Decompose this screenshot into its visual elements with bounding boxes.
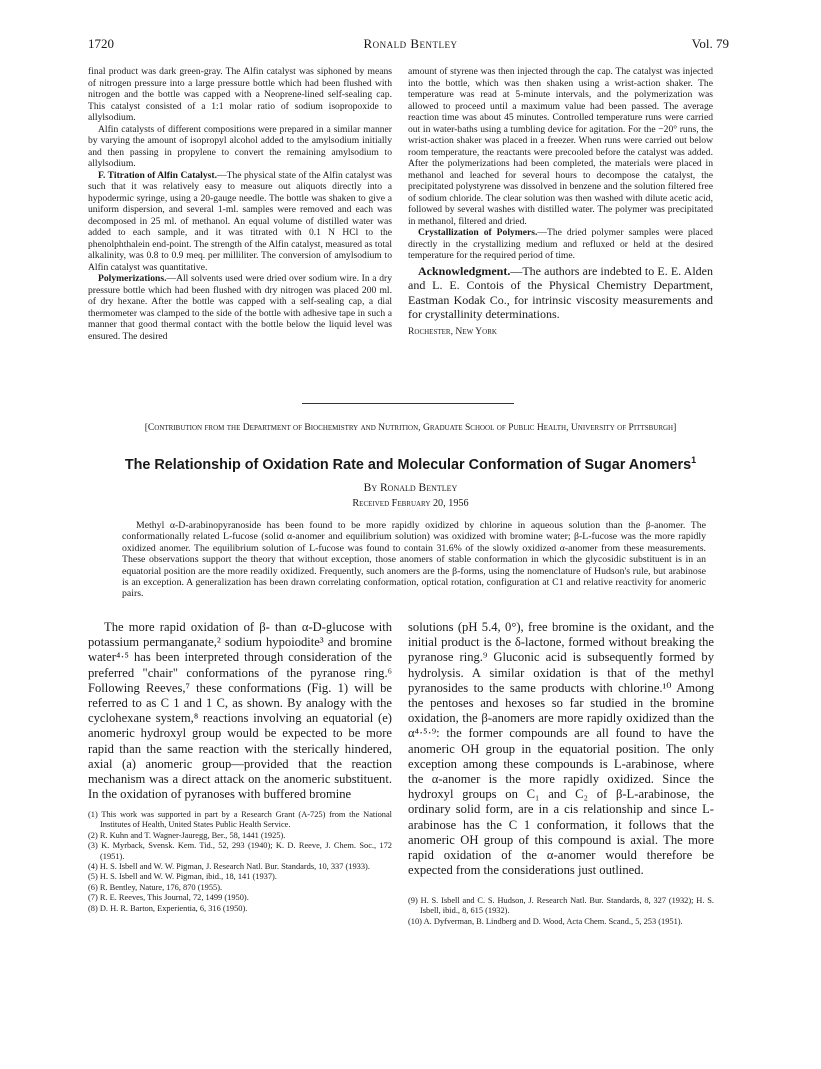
paragraph: [88, 273, 392, 342]
article-title-text: The Relationship of Oxidation Rate and Molecular Conformation of Sugar Anomers: [124, 456, 692, 473]
footnote: (2) R. Kuhn and T. Wagner-Jauregg, Ber., 58, 1441 (1925).: [88, 830, 286, 840]
paragraph: [408, 227, 713, 262]
volume: Vol. 79: [691, 36, 729, 51]
paragraph-text: —The physical state of the Alfin catalyst was such that it was relatively easy to measure out aliquots directly into a hypodermic syringe, using a 20-gauge needle. The bottle was shaken to give a uniform dispersion, and several 1-ml. samples were removed and each was decomposed in 25 ml. of methanol. An equal volume of distilled water was added to each sample, and it was titrated with 0.1 N HCl to the phenolphthalein end-point. The strength of the Alfin catalyst, measured as total alkalinity, was 0.8 to 0.9 meq. per milliliter. The conversion of amylsodium to Alfin catalyst was quantitative.: [88, 169, 392, 273]
footnotes-right: [408, 896, 714, 927]
body-paragraph: solutions (pH 5.4, 0°), free bromine is the oxidant, and the initial product is the δ-lactone, formed without breaking the pyranose ring.⁹ Gluconic acid is subsequently formed by hydrolysis. A similar oxidation is that of the methyl pyranosides to the same products with chlorine.¹⁰ Among the pentoses and hexoses so far studied in the bromine oxidation, the β-anomers are more rapidly oxidized than the α⁴·⁵·⁹: the former compounds are all found to have the anomeric OH group in the equatorial position. The only exception among these compounds is L-arabinose, where the α-anomer is the more rapidly oxidized. Since the hydroxyl groups on C₁ and C₂ of β-L-arabinose, the ordinary solid form, are in a cis relationship and since L-arabinose has the C 1 conformation, it follows that the anomeric OH group of this compound is axial. The more rapid oxidation of the α-anomer would therefore be expected from the considerations just outlined.: [408, 620, 714, 878]
section-heading: Polymerizations.: [98, 273, 167, 284]
footnote: (5) H. S. Isbell and W. W. Pigman, ibid., 18, 141 (1937).: [88, 872, 277, 882]
footnote: (7) R. E. Reeves, This Journal, 72, 1499 (1950).: [88, 893, 249, 903]
section-heading: Acknowledgment.: [418, 263, 511, 278]
article-title: [40, 455, 781, 473]
page-number: 1720: [88, 36, 114, 51]
body-left-column: [88, 620, 392, 802]
body-right-column: [408, 620, 714, 878]
paragraph: final product was dark green-gray. The Alfin catalyst was siphoned by means of nitrogen pressure into a large pressure bottle which had been flushed with nitrogen and the bottle was capped with a Neoprene-lined self-sealing cap. This catalyst consisted of a 1:1 molar ratio of sodium isopropoxide to allylsodium.: [88, 66, 392, 123]
footnote: (6) R. Bentley, Nature, 176, 870 (1955).: [88, 882, 223, 892]
footnote: (10) A. Dyfverman, B. Lindberg and D. Wood, Acta Chem. Scand., 5, 253 (1951).: [408, 916, 683, 926]
section-heading: F. Titration of Alfin Catalyst.: [98, 169, 217, 181]
location: Rochester, New York: [408, 325, 497, 337]
section-heading: Crystallization of Polymers.: [418, 227, 538, 238]
paragraph: Alfin catalysts of different compositions were prepared in a similar manner by varying the amount of isopropyl alcohol added to the amylsodium initially and then passing in propylene to convert the remaining amylsodium to allylsodium.: [88, 123, 392, 169]
footnote: (9) H. S. Isbell and C. S. Hudson, J. Research Natl. Bur. Standards, 8, 327 (1932); H. S. Isbell, ibid., 8, 615 (1932).: [408, 896, 714, 916]
paragraph-text: —All solvents used were dried over sodium wire. In a dry pressure bottle which had been flushed with dry nitrogen was placed 200 ml. of dry hexane. After the bottle was capped with a self-sealing cap, a dial thermometer was clamped to the side of the bottle with adhesive tape in such a manner that good thermal contact with the bottle below the liquid level was ensured. The desired: [88, 273, 392, 342]
footnote: (3) K. Myrback, Svensk. Kem. Tid., 52, 293 (1940); K. D. Reeve, J. Chem. Soc., 172 (1951).: [88, 841, 392, 861]
top-left-column: [88, 66, 392, 342]
footnote: (1) This work was supported in part by a Research Grant (A-725) from the National Institutes of Health, United States Public Health Service.: [88, 810, 392, 830]
contribution-line: [Contribution from the Department of Biochemistry and Nutrition, Graduate School of Public Health, University of Pittsburgh]: [144, 422, 677, 433]
paragraph: [88, 170, 392, 274]
footnote: (8) D. H. R. Barton, Experientia, 6, 316 (1950).: [88, 903, 248, 913]
paragraph-text: —The authors are indebted to E. E. Alden and L. E. Contois of the Physical Chemistry Department, Eastman Kodak Co., for intrinsic viscosity measurements and for crystallinity determinations.: [408, 263, 713, 322]
running-author: Ronald Bentley: [363, 36, 458, 51]
top-right-column: [408, 66, 713, 337]
footnote: (4) H. S. Isbell and W. W. Pigman, J. Research Natl. Bur. Standards, 10, 337 (1933).: [88, 862, 370, 872]
body-paragraph: The more rapid oxidation of β- than α-D-glucose with potassium permanganate,² sodium hypoiodite³ and bromine water⁴·⁵ has been interpreted through consideration of the preferred "chair" conformations of the pyranose ring.⁶ Following Reeves,⁷ these conformations (Fig. 1) will be referred to as C 1 and 1 C, as shown. By analogy with the cyclohexane system,⁸ reactions involving an equatorial (e) anomeric hydroxyl group would be expected to be more rapid than the same reaction with the sterically hindered, axial (a) anomeric group—provided that the reaction mechanism was a direct attack on the anomeric substituent. In the oxidation of pyranoses with buffered bromine: [88, 620, 392, 802]
byline: By Ronald Bentley: [363, 482, 458, 494]
divider: [302, 403, 514, 404]
title-footnote-mark: 1: [691, 455, 697, 465]
paragraph: amount of styrene was then injected through the cap. The catalyst was injected into the bottle, which was then shaken using a wrist-action shaker. The temperature was read at 5-minute intervals, and the polymerization was allowed to proceed until a maximum value had been passed. The average reaction time was about 45 minutes. Controlled temperature runs were carried out in water-baths using a tumbling device for agitation. For the −20° runs, the wrist-action shaker was placed in a freezer. When runs were carried out below room temperature, the reactants were precooled before the catalyst was added. After the polymerizations had been completed, the materials were placed in methanol and leached for several hours to decompose the catalyst, the precipitated polystyrene was dissolved in benzene and the solution filtered free of sodium chloride. The clear solution was then washed with dilute acetic acid, followed by several washes with distilled water. The polymer was precipitated in methanol, filtered and dried.: [408, 66, 713, 227]
received-date: Received February 20, 1956: [352, 498, 469, 509]
paragraph-text: —The dried polymer samples were placed directly in the crystallizing medium and refluxed or held at the desired temperature for the required period of time.: [408, 227, 713, 261]
footnotes-left: [88, 810, 392, 914]
abstract: Methyl α-D-arabinopyranoside has been found to be more rapidly oxidized by chlorine in aqueous solution than the β-anomer. The conformationally related L-fucose (solid α-anomer and equilibrium solution) was oxidized with bromine water; β-L-fucose was the more rapidly oxidized anomer. The equilibrium solution of L-fucose was found to contain 31.6% of the slowly oxidized α-anomer from these measurements. These observations support the theory that without exception, those anomers of stable conformation in which the glycosidic substituent is in an equatorial position are the more readily oxidized. Frequently, such anomers are the β-forms, using the nomenclature of Hudson's rule, but arabinose is an exception. A generalization has been drawn correlating conformation, optical rotation, configuration at C1 and relative reactivity for anomeric pairs.: [122, 520, 706, 600]
acknowledgment: [408, 264, 713, 322]
